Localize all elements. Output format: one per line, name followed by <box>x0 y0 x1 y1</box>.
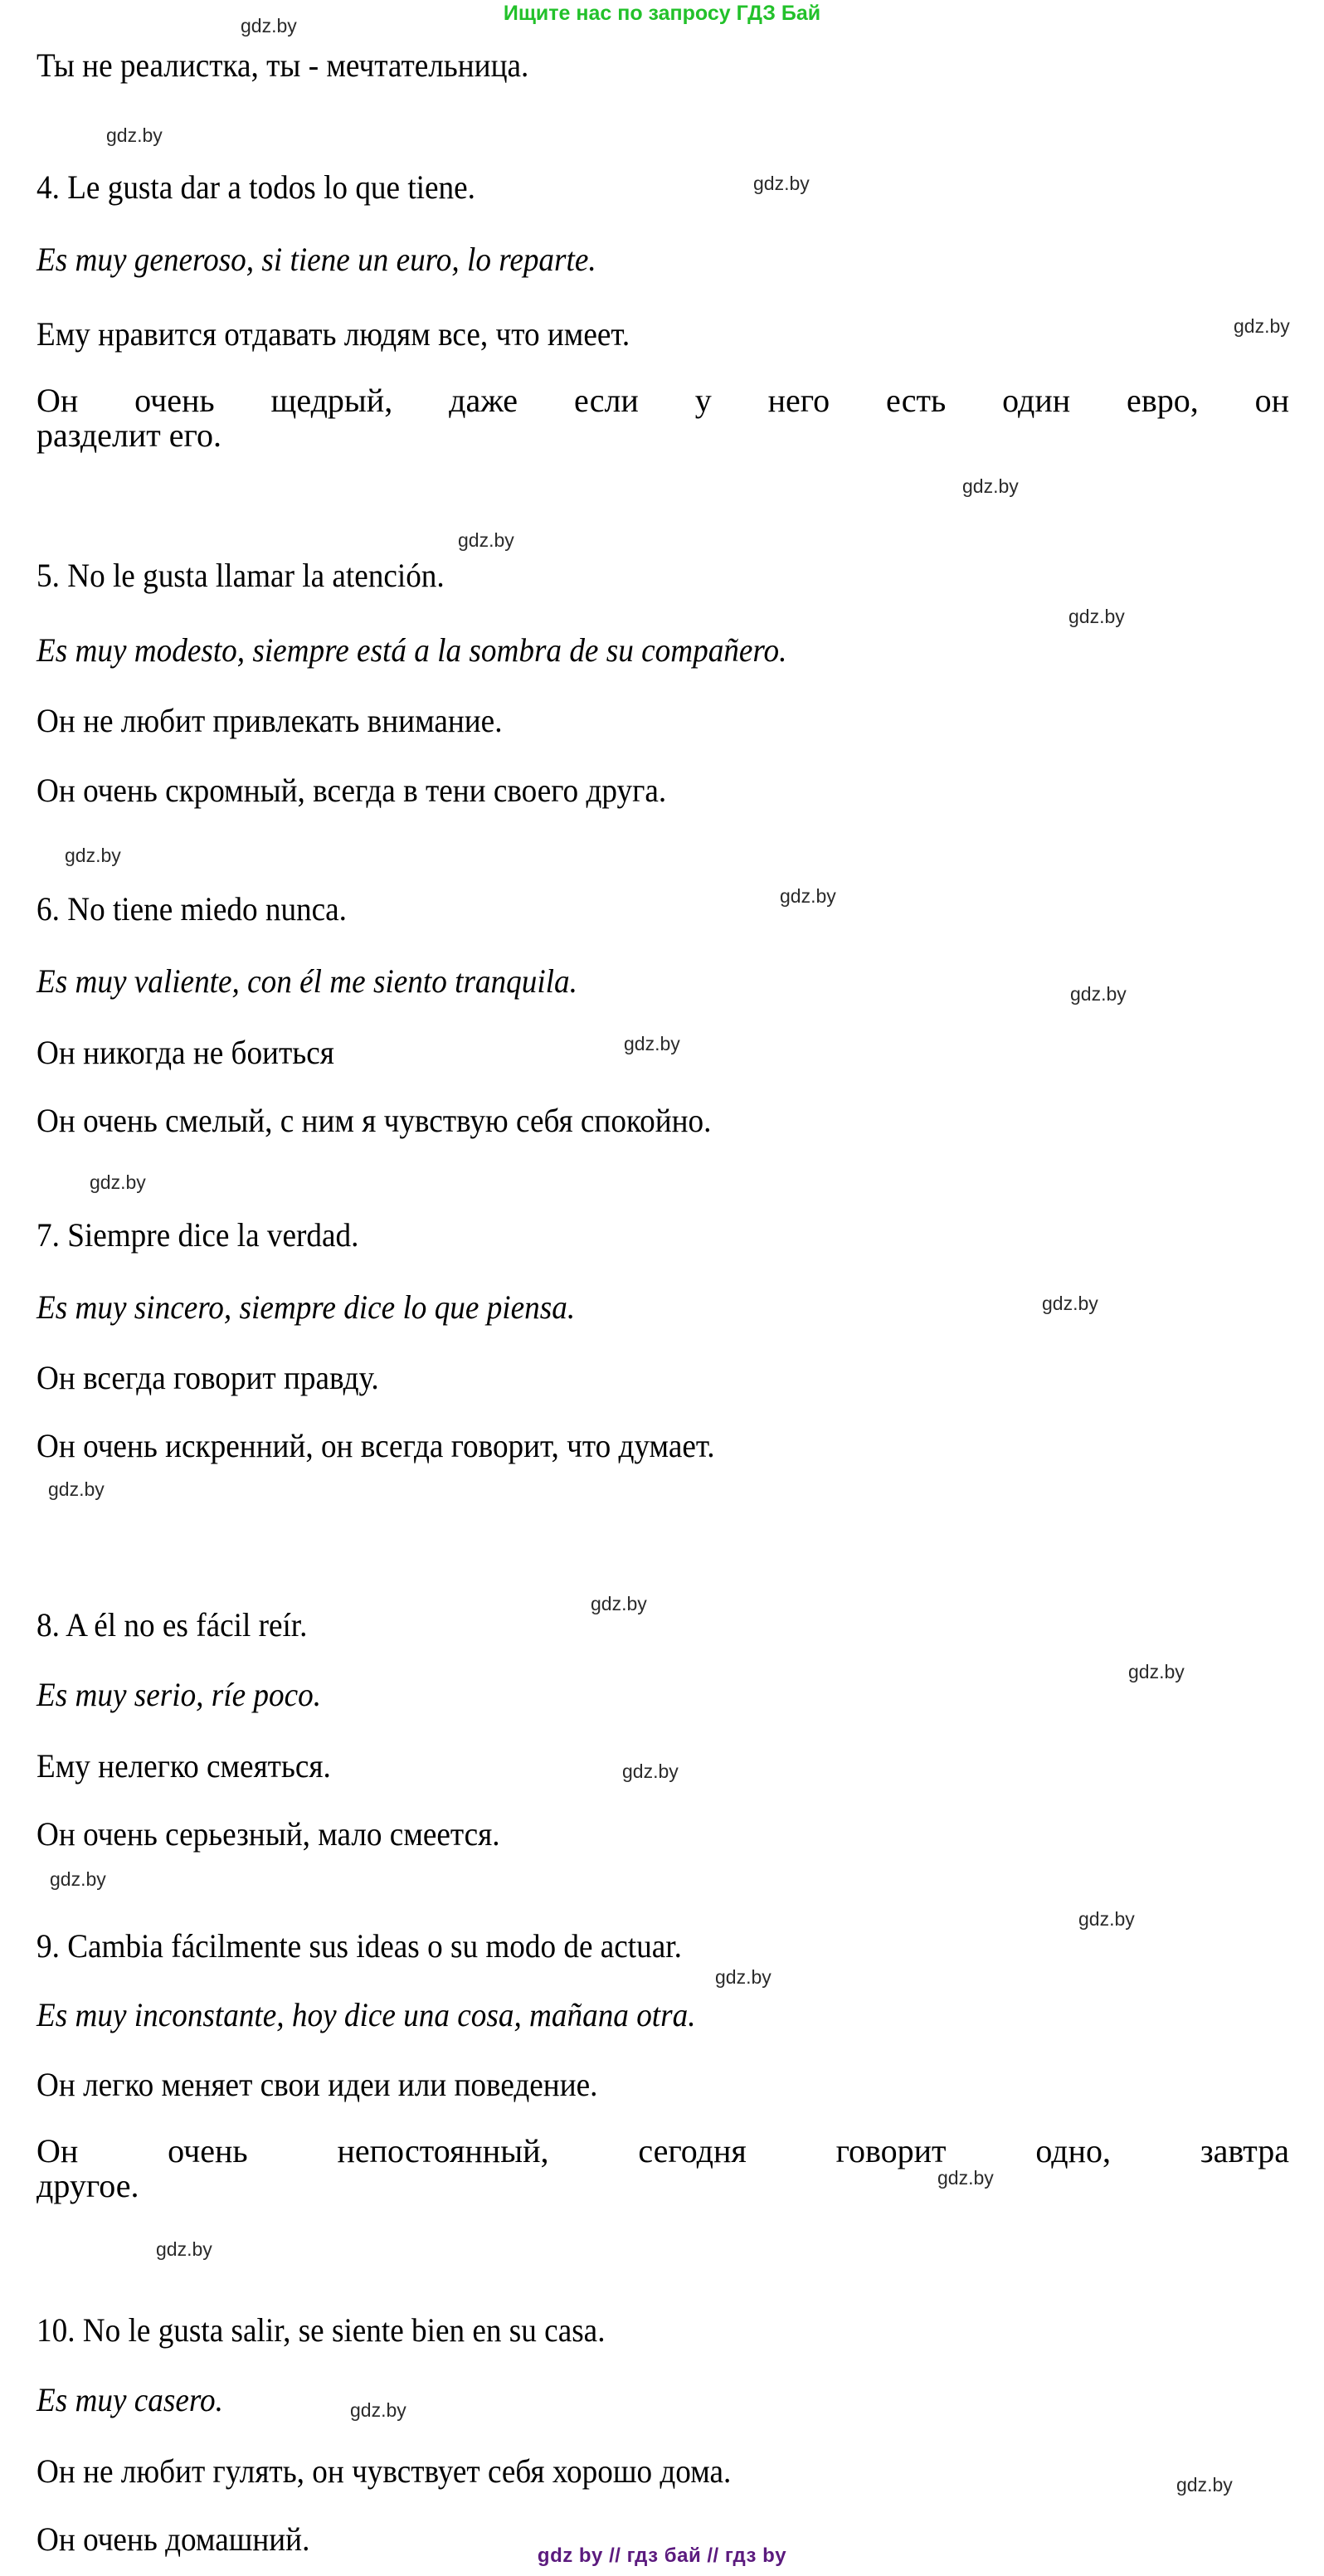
item-4-russian-answer-line-2: разделит его. <box>37 416 221 455</box>
watermark-gdz-by: gdz.by <box>1128 1661 1185 1682</box>
item-4-russian-answer-line-1: Он очень щедрый, даже если у него есть один евро, он <box>37 382 1289 419</box>
item-8-spanish-prompt: 8. A él no es fácil reír. <box>37 1606 308 1643</box>
item-7-russian-answer: Он очень искренний, он всегда говорит, что думает. <box>37 1427 715 1464</box>
watermark-gdz-by: gdz.by <box>753 173 810 194</box>
item-9-russian-answer <box>37 2134 1289 2204</box>
item-9-russian-answer-line-2: другое. <box>37 2167 139 2205</box>
item-10-spanish-prompt: 10. No le gusta salir, se siente bien en su casa. <box>37 2311 606 2349</box>
watermark-gdz-by: gdz.by <box>1068 606 1125 627</box>
item-6-russian-prompt: Он никогда не боиться <box>37 1034 334 1071</box>
watermark-gdz-by: gdz.by <box>937 2167 994 2189</box>
watermark-gdz-by: gdz.by <box>1234 315 1290 337</box>
intro-russian-line: Ты не реалистка, ты - мечтательница. <box>37 46 529 84</box>
item-6-spanish-prompt: 6. No tiene miedo nunca. <box>37 890 347 928</box>
item-5-russian-answer: Он очень скромный, всегда в тени своего друга. <box>37 772 667 809</box>
item-10-russian-prompt: Он не любит гулять, он чувствует себя хорошо дома. <box>37 2452 732 2490</box>
promo-banner: Ищите нас по запросу ГДЗ Бай <box>503 2 821 25</box>
item-7-russian-prompt: Он всегда говорит правду. <box>37 1359 379 1396</box>
item-9-spanish-prompt: 9. Cambia fácilmente sus ideas o su modo de actuar. <box>37 1927 682 1965</box>
item-4-russian-prompt: Ему нравится отдавать людям все, что имеет. <box>37 315 630 353</box>
watermark-gdz-by: gdz.by <box>156 2238 212 2260</box>
item-7-spanish-answer: Es muy sincero, siempre dice lo que piensa. <box>37 1288 576 1326</box>
item-4-russian-answer <box>37 383 1289 454</box>
watermark-gdz-by: gdz.by <box>715 1966 772 1988</box>
watermark-gdz-by: gdz.by <box>622 1760 679 1782</box>
watermark-gdz-by: gdz.by <box>591 1593 647 1614</box>
item-10-russian-answer: Он очень домашний. <box>37 2520 310 2558</box>
item-5-russian-prompt: Он не любит привлекать внимание. <box>37 702 503 739</box>
footer-links: gdz by // гдз бай // гдз by <box>537 2544 787 2567</box>
item-7-spanish-prompt: 7. Siempre dice la verdad. <box>37 1216 359 1254</box>
item-8-spanish-answer: Es muy serio, ríe poco. <box>37 1676 322 1713</box>
item-6-spanish-answer: Es muy valiente, con él me siento tranquila. <box>37 962 577 1000</box>
item-9-russian-answer-line-1: Он очень непостоянный, сегодня говорит одно, завтра <box>37 2132 1289 2169</box>
watermark-gdz-by: gdz.by <box>1070 983 1127 1005</box>
watermark-gdz-by: gdz.by <box>65 845 121 866</box>
item-4-spanish-answer: Es muy generoso, si tiene un euro, lo reparte. <box>37 241 596 278</box>
watermark-gdz-by: gdz.by <box>90 1171 146 1193</box>
watermark-gdz-by: gdz.by <box>106 124 163 146</box>
watermark-gdz-by: gdz.by <box>1176 2474 1233 2496</box>
watermark-gdz-by: gdz.by <box>1078 1908 1135 1930</box>
watermark-gdz-by: gdz.by <box>780 885 836 907</box>
watermark-gdz-by: gdz.by <box>1042 1293 1098 1314</box>
item-8-russian-answer: Он очень серьезный, мало смеется. <box>37 1815 500 1853</box>
watermark-gdz-by: gdz.by <box>241 15 297 37</box>
item-5-spanish-answer: Es muy modesto, siempre está a la sombra de su compañero. <box>37 631 787 669</box>
item-5-spanish-prompt: 5. No le gusta llamar la atención. <box>37 557 445 594</box>
item-9-russian-prompt: Он легко меняет свои идеи или поведение. <box>37 2066 598 2103</box>
item-8-russian-prompt: Ему нелегко смеяться. <box>37 1747 331 1785</box>
watermark-gdz-by: gdz.by <box>458 529 514 551</box>
watermark-gdz-by: gdz.by <box>50 1868 106 1890</box>
item-10-spanish-answer: Es muy casero. <box>37 2381 223 2418</box>
watermark-gdz-by: gdz.by <box>624 1033 680 1054</box>
watermark-gdz-by: gdz.by <box>962 475 1019 497</box>
item-6-russian-answer: Он очень смелый, с ним я чувствую себя спокойно. <box>37 1102 712 1139</box>
watermark-gdz-by: gdz.by <box>350 2399 406 2421</box>
watermark-gdz-by: gdz.by <box>48 1478 105 1500</box>
item-9-spanish-answer: Es muy inconstante, hoy dice una cosa, mañana otra. <box>37 1996 696 2033</box>
item-4-spanish-prompt: 4. Le gusta dar a todos lo que tiene. <box>37 168 475 206</box>
